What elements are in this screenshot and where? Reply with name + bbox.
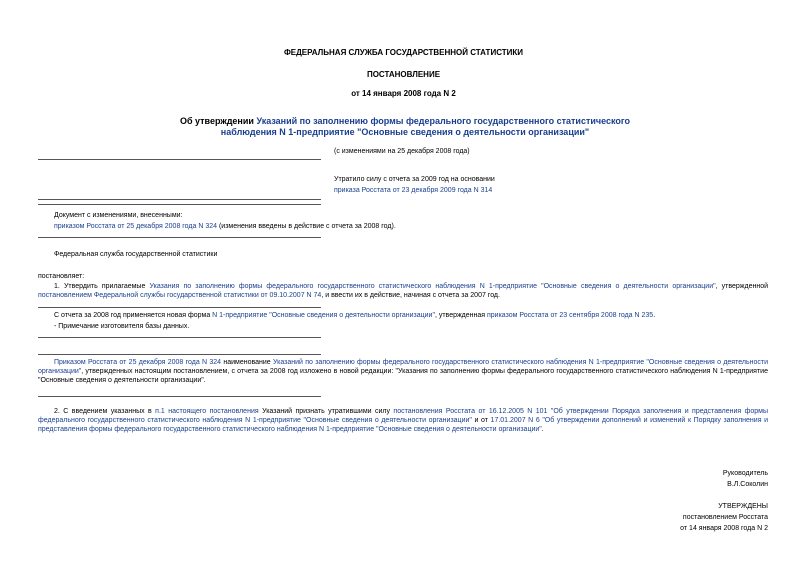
note1-text-a: С отчета за 2008 год применяется новая форма <box>54 312 213 319</box>
note1-text-c: . <box>653 312 656 319</box>
changes-line <box>54 222 396 231</box>
divider <box>38 204 321 205</box>
divider <box>38 354 321 355</box>
doc-type: ПОСТАНОВЛЕНИЕ <box>366 70 441 79</box>
note1-text-b: , утвержденная <box>434 312 487 319</box>
p1-text-b: , утвержденной <box>715 283 768 290</box>
doc-title <box>170 116 640 138</box>
amended-note: (с изменениями на 25 декабря 2008 года) <box>334 148 470 155</box>
p1-text-c: , и ввести их в действие, начиная с отчета за 2007 год. <box>321 292 500 299</box>
note1-link-form[interactable]: N 1-предприятие "Основные сведения о деятельности организации" <box>212 312 435 319</box>
p1-text-a: 1. Утвердить прилагаемые <box>54 283 150 290</box>
p2-link-decree-101[interactable]: постановления Росстата от 16.12.2005 N 101 "Об утверждении Порядка заполнения и представления формы федерального государственного статистического наблюдения N 1-предприятие "Основные сведения о деятельности организации" <box>38 408 768 424</box>
p2-text-b: Указаний признать утратившими силу <box>258 408 394 415</box>
agency-title: ФЕДЕРАЛЬНАЯ СЛУЖБА ГОСУДАРСТВЕННОЙ СТАТИСТИКИ <box>283 48 524 57</box>
expired-text: Утратило силу с отчета за 2009 год на основании <box>334 176 495 183</box>
issuer: Федеральная служба государственной статистики <box>54 251 218 258</box>
expired-link[interactable]: приказа Росстата от 23 декабря 2009 года N 314 <box>334 187 493 194</box>
approved-by: постановлением Росстата <box>682 514 768 521</box>
divider <box>38 237 321 238</box>
note2-text-b: , утвержденных настоящим постановлением, с отчета за 2008 год изложено в новой редакции: "Указания по заполнению формы федерального государственного статистического наблюдения N 1-предприятие "Основные сведения о деятельности организации". <box>38 368 768 384</box>
changes-intro: Документ с изменениями, внесенными: <box>54 212 183 219</box>
changes-suffix: (изменения введены в действие с отчета за 2008 год). <box>217 223 396 230</box>
p2-link-clause[interactable]: п.1 настоящего постановления <box>155 408 259 415</box>
p1-link-instructions[interactable]: Указания по заполнению формы федерального государственного статистического наблюдения N 1-предприятие "Основные сведения о деятельности организации" <box>149 283 716 290</box>
p2-link-decree-6[interactable]: 17.01.2007 N 6 "Об утверждении дополнений и изменений к Порядку заполнения и представления формы федерального государственного статистического наблюдения N 1-предприятие "Основные сведения о деятельности организации" <box>38 417 769 433</box>
signer-role: Руководитель <box>722 470 768 477</box>
divider <box>38 337 321 338</box>
note2-text-a: наименование <box>221 359 273 366</box>
paragraph-1 <box>38 282 768 300</box>
note2-link-instructions[interactable]: Указаний по заполнению формы федерального государственного статистического наблюдения N 1-предприятие "Основные сведения о деятельности организации" <box>38 359 768 375</box>
note-1 <box>54 311 768 320</box>
divider <box>38 396 321 397</box>
note1-link-order[interactable]: приказом Росстата от 23 сентября 2008 года N 235 <box>487 312 654 319</box>
divider <box>38 159 321 160</box>
paragraph-2 <box>38 407 768 434</box>
p2-text-c: и от <box>471 417 491 424</box>
changes-link[interactable]: приказом Росстата от 25 декабря 2008 года N 324 <box>54 223 218 230</box>
decree-word: постановляет: <box>38 273 85 280</box>
note-2 <box>38 358 768 385</box>
divider <box>38 199 321 200</box>
p2-text-a: 2. С введением указанных в <box>54 408 156 415</box>
title-prefix: Об утверждении <box>179 116 257 126</box>
note-1-editor: - Примечание изготовителя базы данных. <box>54 323 190 330</box>
doc-date-number: от 14 января 2008 года N 2 <box>351 89 456 98</box>
p1-link-decree[interactable]: постановлением Федеральной службы государственной статистики от 09.10.2007 N 74 <box>38 292 322 299</box>
p2-text-d: . <box>541 426 544 433</box>
divider <box>38 307 321 308</box>
approved-date: от 14 января 2008 года N 2 <box>680 525 768 532</box>
approved-label: УТВЕРЖДЕНЫ <box>718 503 768 510</box>
title-link[interactable]: Указаний по заполнению формы федерального государственного статистического наблюдения N 1-предприятие "Основные сведения о деятельности организации" <box>220 116 631 137</box>
note2-link-order[interactable]: Приказом Росстата от 25 декабря 2008 года N 324 <box>54 359 222 366</box>
signer-name: В.Л.Соколин <box>727 481 768 488</box>
